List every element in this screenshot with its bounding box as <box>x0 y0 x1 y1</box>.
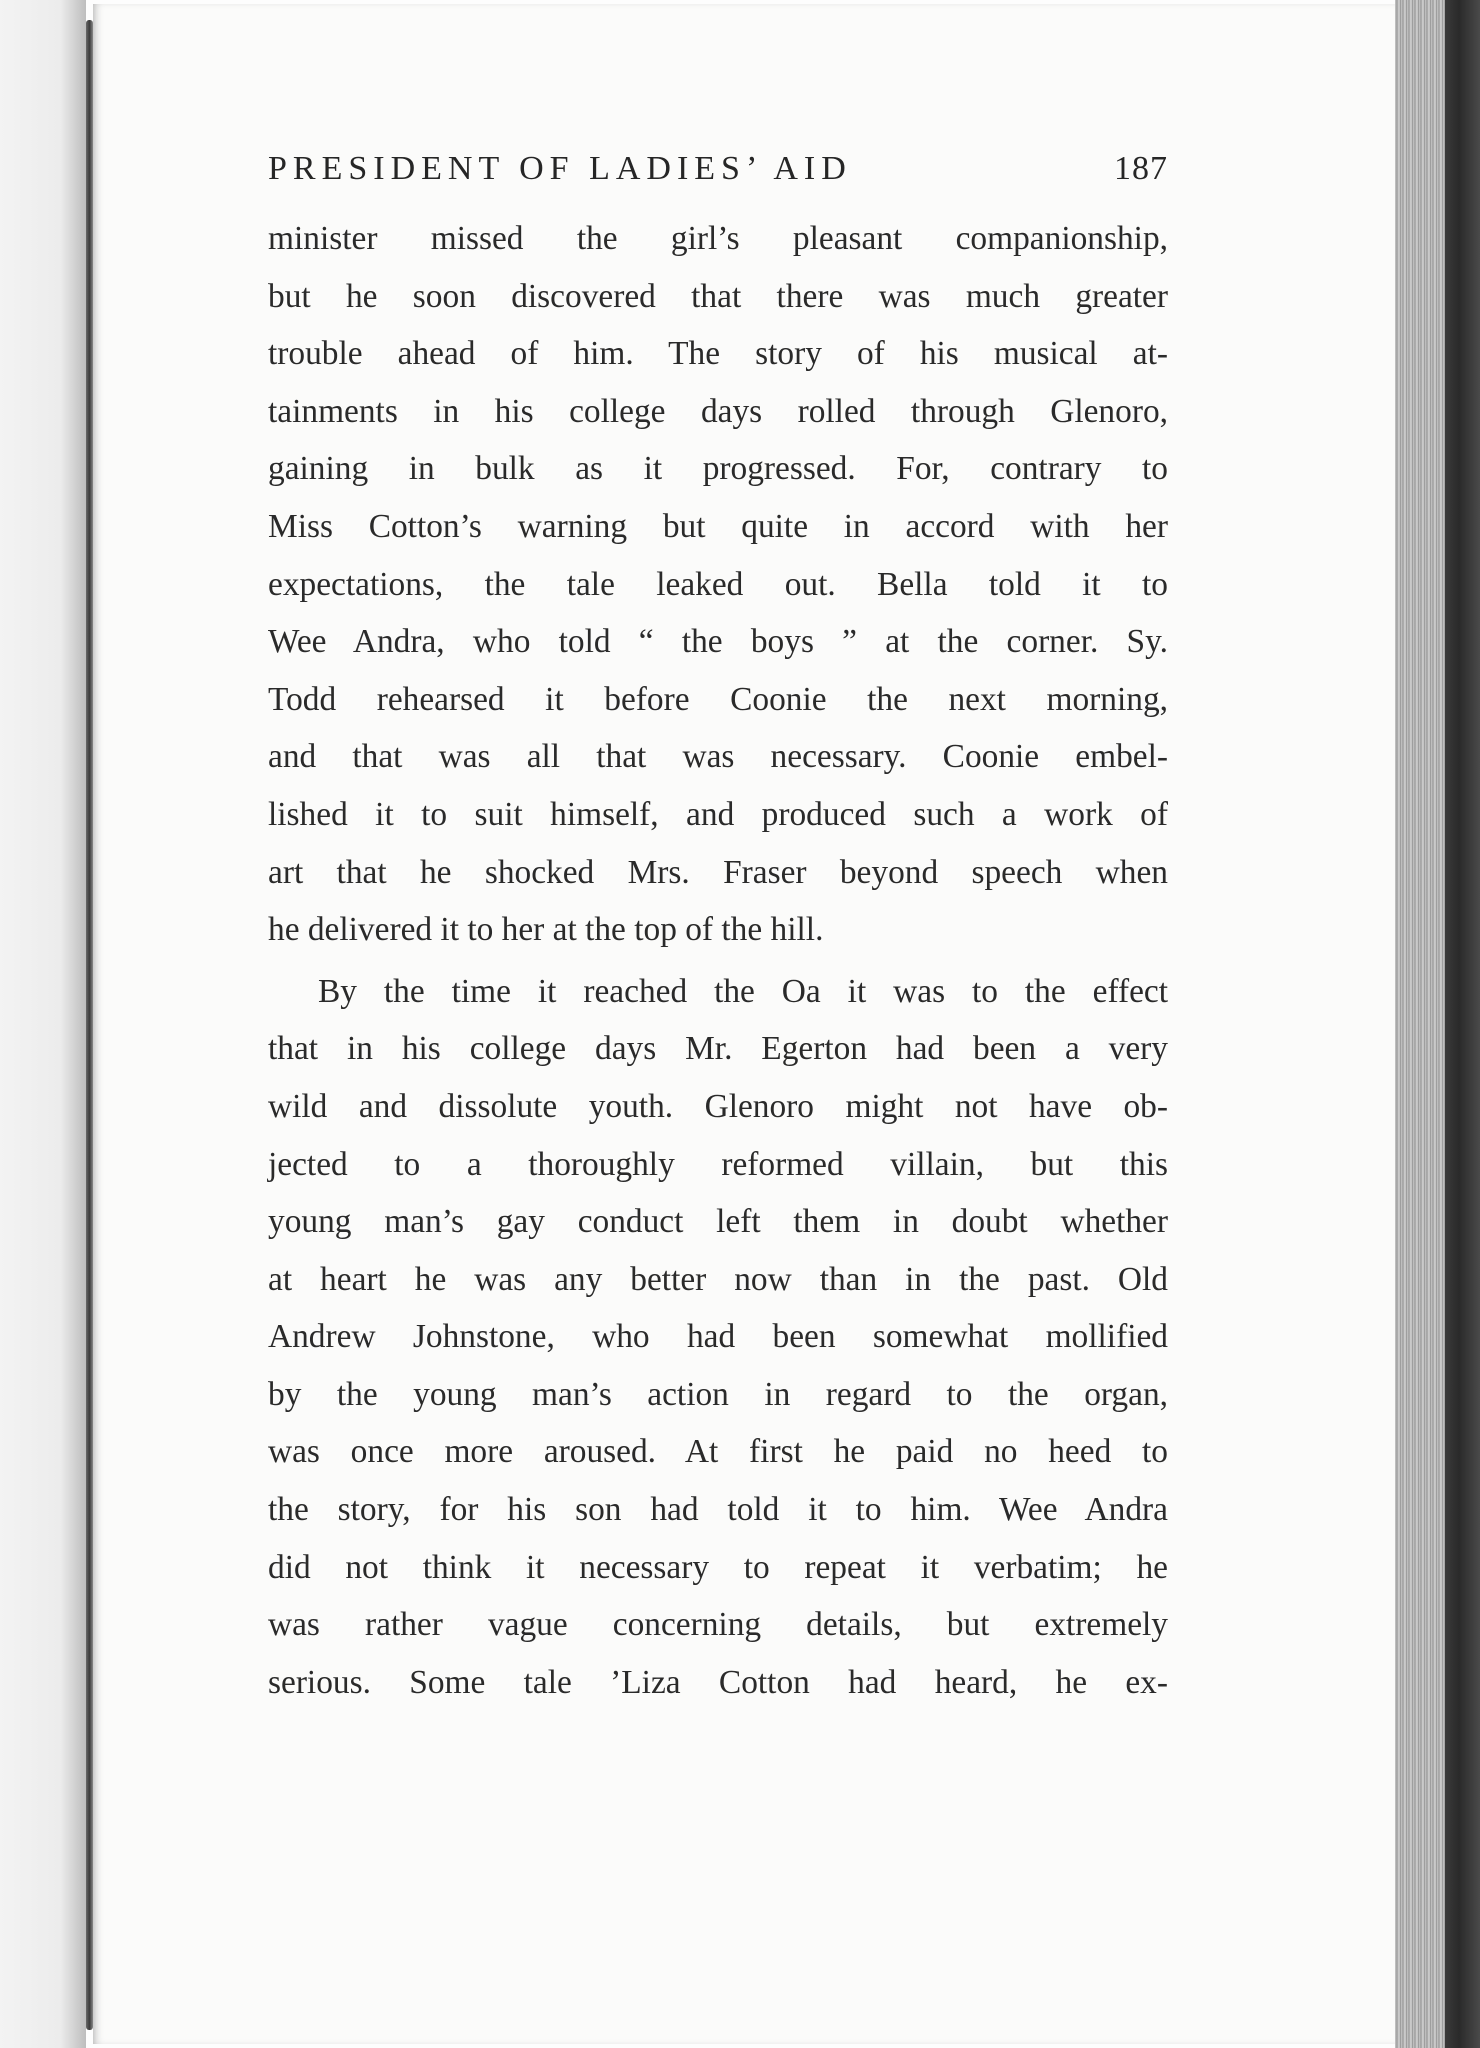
text-line: Miss Cotton’s warning but quite in accord with her <box>268 507 1168 545</box>
book-gutter <box>86 20 93 2030</box>
text-line: wild and dissolute youth. Glenoro might not have ob- <box>268 1087 1168 1125</box>
text-line: young man’s gay conduct left them in doubt whether <box>268 1203 1168 1241</box>
text-line: did not think it necessary to repeat it verbatim; he <box>268 1548 1168 1586</box>
text-line: the story, for his son had told it to him. Wee Andra <box>268 1491 1168 1529</box>
text-line: and that was all that was necessary. Coonie embel- <box>268 738 1168 776</box>
paragraph <box>268 210 1168 959</box>
page-number: 187 <box>1114 150 1168 187</box>
text-line: that in his college days Mr. Egerton had been a very <box>268 1030 1168 1068</box>
page-text <box>268 128 1168 1711</box>
book-cover-edge <box>1445 0 1480 2048</box>
running-head-title: PRESIDENT OF LADIES’ AID <box>268 150 852 187</box>
text-line: art that he shocked Mrs. Fraser beyond speech when <box>268 853 1168 891</box>
text-line: was once more aroused. At first he paid no heed to <box>268 1433 1168 1471</box>
paragraph <box>268 963 1168 1712</box>
page-block-edge <box>1395 0 1445 2048</box>
text-line: minister missed the girl’s pleasant companionship, <box>268 220 1168 257</box>
facing-page-edge <box>0 0 86 2048</box>
text-line: expectations, the tale leaked out. Bella told it to <box>268 565 1168 603</box>
text-line: Wee Andra, who told “ the boys ” at the corner. Sy. <box>268 623 1168 661</box>
text-line: Andrew Johnstone, who had been somewhat mollified <box>268 1318 1168 1356</box>
text-line: by the young man’s action in regard to the organ, <box>268 1375 1168 1413</box>
text-line: gaining in bulk as it progressed. For, contrary to <box>268 450 1168 488</box>
text-line: at heart he was any better now than in the past. Old <box>268 1260 1168 1298</box>
text-line: tainments in his college days rolled through Glenoro, <box>268 392 1168 430</box>
text-line: jected to a thoroughly reformed villain, but this <box>268 1145 1168 1183</box>
text-line: Todd rehearsed it before Coonie the next morning, <box>268 680 1168 718</box>
text-line: serious. Some tale ’Liza Cotton had heard, he ex- <box>268 1663 1168 1701</box>
text-line: lished it to suit himself, and produced such a work of <box>268 795 1168 833</box>
running-head <box>268 128 1168 210</box>
body-text <box>268 210 1168 1711</box>
text-line: trouble ahead of him. The story of his musical at- <box>268 335 1168 373</box>
text-line: he delivered it to her at the top of the hill. <box>268 911 824 949</box>
text-line: but he soon discovered that there was much greater <box>268 277 1168 315</box>
text-line: was rather vague concerning details, but extremely <box>268 1606 1168 1644</box>
text-line: By the time it reached the Oa it was to the effect <box>318 972 1168 1010</box>
